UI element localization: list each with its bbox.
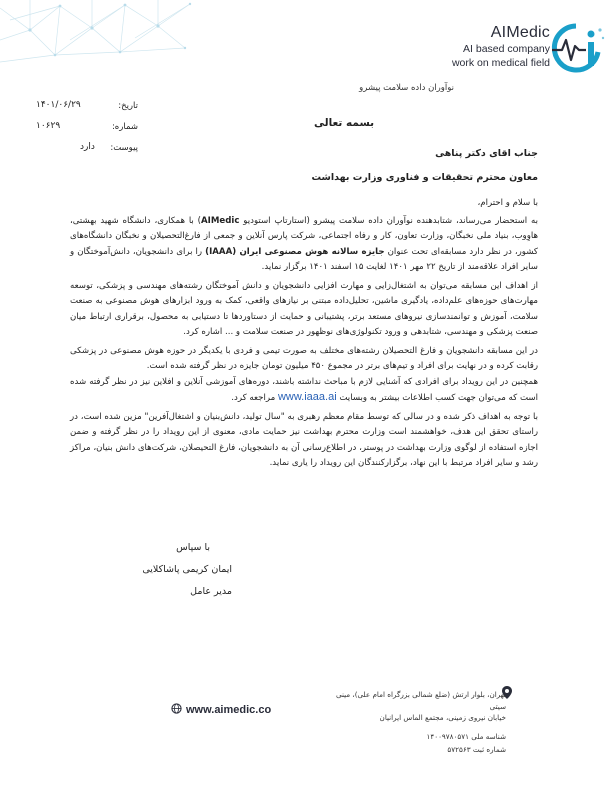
attachment-label: پیوست: [110,143,138,153]
number-value: ۱۰۶۲۹ [36,121,61,131]
p1-text-b: ) با همکاری، دانشگاه شهید بهشتی، هاوِوب، بنیاد ملی نخبگان، وزارت تعاون، کار و رفاه اجتماعی، شرکت پارس آنلاین و جمعی از فارغ‌التحصیلان و نخبگان دانشگاه‌های کشور، در نظر دارد مسابقه‌ای تحت عنوان [70,215,538,257]
footer-website[interactable]: www.aimedic.co [186,704,272,716]
brand-tagline-1: AI based company [463,43,550,55]
paragraph-4 [70,375,538,407]
aimedic-logo-icon [548,20,606,76]
letter-meta [28,101,138,164]
attachment-value: دارد [80,142,95,152]
footer-address [334,689,506,724]
date-value: ۱۴۰۱/۰۶/۲۹ [36,100,81,110]
greeting: با سلام و احترام، [477,198,538,208]
bismillah-heading: بسمه تعالی [314,117,375,129]
brand-tagline-2: work on medical field [451,57,550,69]
address-line-1: تهران، بلوار ارتش (ضلع شمالی بزرگراه امام علی)، مینی سیتی [335,690,506,711]
p4-text-a: همچنین در این رویداد برای افرادی که آشنایی لازم با مباحث نداشته باشند، دوره‌های آموزشی آنلاین و افلاین نیز در نظر گرفته شده است که می‌توان جهت کسب اطلاعات بیشتر به وبسایت [70,376,538,403]
date-label: تاریخ: [118,101,138,111]
footer-ids [426,731,506,756]
signer-role: مدیر عامل [190,586,232,597]
paragraph-2: از اهداف این مسابقه می‌توان به اشتغال‌زایی و مهارت افزایی دانشجویان و دانش آموختگان رشته‌های مهندسی و پزشکی، توسعه مهارت‌های حوزه‌های علم‌داده، یادگیری ماشین، تحلیل‌داده مبتنی بر نیازهای واقعی، کمک به ورود ابزارهای هوش مصنوعی به صنعت سلامت، آموزش و توانمندسازی نیروهای مستعد برتر، پشتیبانی و حمایت از دستاوردها تا دستیابی به محصول، برقراری ارتباط میان صنعت پزشکی و مهندسی، شتابدهی و ورود تکنولوژی‌های نوظهور در صنعت سلامت و ... اشاره کرد. [70,280,538,337]
address-line-2: خیابان نیروی زمینی، مجتمع الماس ایرانیان [379,713,506,722]
recipient-title: معاون محترم تحقیقات و فناوری وزارت بهداشت [311,172,538,183]
brand-name: AIMedic [490,24,550,41]
registration-number: شماره ثبت ۵۷۲۵۶۳ [447,744,506,754]
recipient-block [311,142,538,190]
national-id: شناسه ملی ۱۴۰۰۹۷۸۰۵۷۱ [426,732,506,741]
meta-date-row [28,101,138,122]
p1-brand: AIMedic [201,215,240,226]
globe-icon [171,703,182,714]
signer-name: ایمان کریمی پاشاکلایی [142,564,232,575]
signature-block [142,537,232,603]
number-label: شماره: [111,122,138,132]
network-pattern-decoration [0,0,210,70]
p1-text-a: به استحضار می‌رساند، شتابدهنده نوآوران داده سلامت پیشرو (استارتاپ استودیو [239,215,538,226]
iaaa-website-link[interactable]: www.iaaa.ai [277,391,337,403]
p1-event-name: جایزه سالانه هوش مصنوعی ایران (IAAA) [205,246,385,257]
paragraph-3: در این مسابقه دانشجویان و فارغ التحصیلان رشته‌های مختلف به صورت تیمی و فردی با یکدیگر در حوزه هوش مصنوعی در پزشکی رقابت کرده و در نهایت برای افراد و تیم‌های برتر در مجموع ۴۵۰ میلیون تومان جایزه در نظر گرفته شده است. [70,345,538,371]
paragraph-5: با توجه به اهداف ذکر شده و در سالی که توسط مقام معظم رهبری به "سال تولید، دانش‌بنیان و اشتغال‌آفرین" مزین شده است، در راستای تحقق این هدف، خواهشمند است وزارت محترم بهداشت نیز حمایت مادی، معنوی از این رویداد را در نظر گرفته و ضمن اجازه استفاده از لوگوی وزارت بهداشت در پوستر، در اطلاع‌رسانی آن به دانشجویان، فارغ التحیصلان، شرکت‌های دانش بنیان، مراکز رشد و سایر افراد مرتبط با این نهاد، برگزارکنندگان این رویداد را یاری نماید. [70,411,538,468]
p4-text-b: مراجعه کرد. [231,393,278,403]
recipient-name: جناب اقای دکتر پناهی [435,148,538,159]
letter-body [70,196,538,472]
company-persian-name: نوآوران داده سلامت پیشرو [359,83,454,93]
closing: با سپاس [176,542,210,553]
brand-block [452,24,550,70]
p1-text-c: را برای دانشجویان، دانش‌آموختگان و سایر افراد علاقه‌مند از تاریخ ۲۲ مهر ۱۴۰۱ لغایت ۱۵ اسفند ۱۴۰۱ برگزار نماید. [70,246,538,272]
meta-number-row [28,122,138,143]
meta-attachment-row [28,143,138,164]
paragraph-1 [70,214,538,276]
